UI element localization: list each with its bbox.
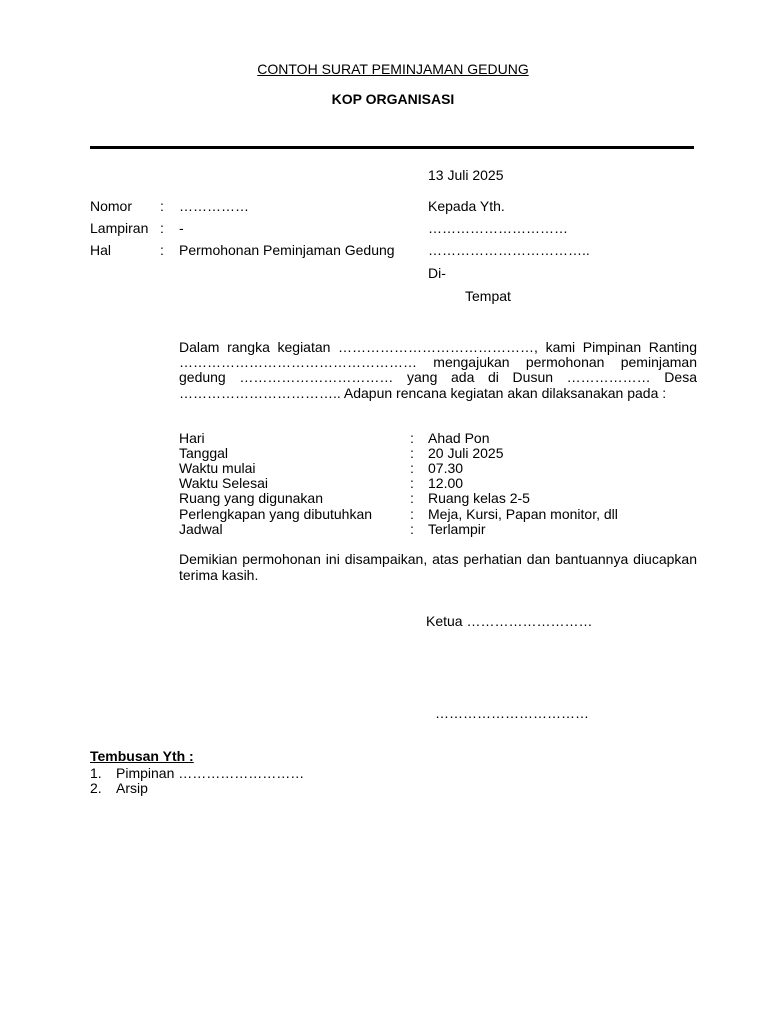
meta-label-lampiran: Lampiran bbox=[90, 220, 149, 236]
detail-value-ruang: Ruang kelas 2-5 bbox=[428, 490, 530, 506]
detail-label-waktu-selesai: Waktu Selesai bbox=[179, 475, 268, 491]
recipient-line-1: ………………………… bbox=[428, 220, 568, 236]
detail-colon: : bbox=[410, 521, 414, 537]
letterhead-divider bbox=[90, 146, 694, 149]
detail-colon: : bbox=[410, 445, 414, 461]
recipient-line-2: …………………………….. bbox=[428, 242, 590, 258]
meta-colon: : bbox=[160, 242, 164, 258]
meta-colon: : bbox=[160, 198, 164, 214]
detail-value-waktu-selesai: 12.00 bbox=[428, 475, 464, 491]
detail-label-tanggal: Tanggal bbox=[179, 445, 229, 461]
detail-colon: : bbox=[410, 460, 414, 476]
detail-value-jadwal: Terlampir bbox=[428, 521, 486, 537]
body-paragraph: Dalam rangka kegiatan ……………………………………, kami Pimpinan Ranting …………………………………………… mengajukan permohonan peminjaman gedung …………………………… yang ada di Dusun ……………… Desa …………………………….. Adapun rencana kegiatan akan dilaksanakan pada : bbox=[179, 339, 697, 401]
detail-label-waktu-mulai: Waktu mulai bbox=[179, 460, 256, 476]
detail-label-ruang: Ruang yang digunakan bbox=[179, 490, 324, 506]
cc-item: Arsip bbox=[116, 780, 148, 796]
closing-paragraph: Demikian permohonan ini disampaikan, atas perhatian dan bantuannya diucapkan terima kasih. bbox=[179, 551, 697, 583]
meta-value-nomor: …………… bbox=[179, 198, 249, 214]
detail-value-tanggal: 20 Juli 2025 bbox=[428, 445, 504, 461]
detail-label-hari: Hari bbox=[179, 430, 205, 446]
meta-label-hal: Hal bbox=[90, 242, 112, 258]
detail-colon: : bbox=[410, 430, 414, 446]
meta-label-nomor: Nomor bbox=[90, 198, 133, 214]
recipient-di: Di- bbox=[428, 265, 446, 281]
cc-number: 2. bbox=[90, 780, 102, 796]
recipient-salutation: Kepada Yth. bbox=[428, 198, 505, 214]
cc-item: Pimpinan ……………………… bbox=[116, 765, 305, 781]
detail-value-hari: Ahad Pon bbox=[428, 430, 490, 446]
cc-number: 1. bbox=[90, 765, 102, 781]
letterhead-title: KOP ORGANISASI bbox=[331, 91, 455, 107]
detail-value-waktu-mulai: 07.30 bbox=[428, 460, 464, 476]
detail-colon: : bbox=[410, 490, 414, 506]
detail-colon: : bbox=[410, 506, 414, 522]
signature-role: Ketua ……………………… bbox=[426, 613, 593, 629]
detail-value-perlengkapan: Meja, Kursi, Papan monitor, dll bbox=[428, 506, 618, 522]
signature-name-line: …………………………… bbox=[435, 705, 589, 721]
meta-value-lampiran: - bbox=[179, 220, 184, 236]
meta-value-hal: Permohonan Peminjaman Gedung bbox=[179, 242, 395, 258]
detail-label-jadwal: Jadwal bbox=[179, 521, 223, 537]
detail-colon: : bbox=[410, 475, 414, 491]
meta-colon: : bbox=[160, 220, 164, 236]
letter-date: 13 Juli 2025 bbox=[428, 167, 504, 183]
detail-label-perlengkapan: Perlengkapan yang dibutuhkan bbox=[179, 506, 373, 522]
cc-title: Tembusan Yth : bbox=[90, 748, 194, 764]
recipient-tempat: Tempat bbox=[465, 288, 511, 304]
document-title: CONTOH SURAT PEMINJAMAN GEDUNG bbox=[257, 61, 529, 77]
